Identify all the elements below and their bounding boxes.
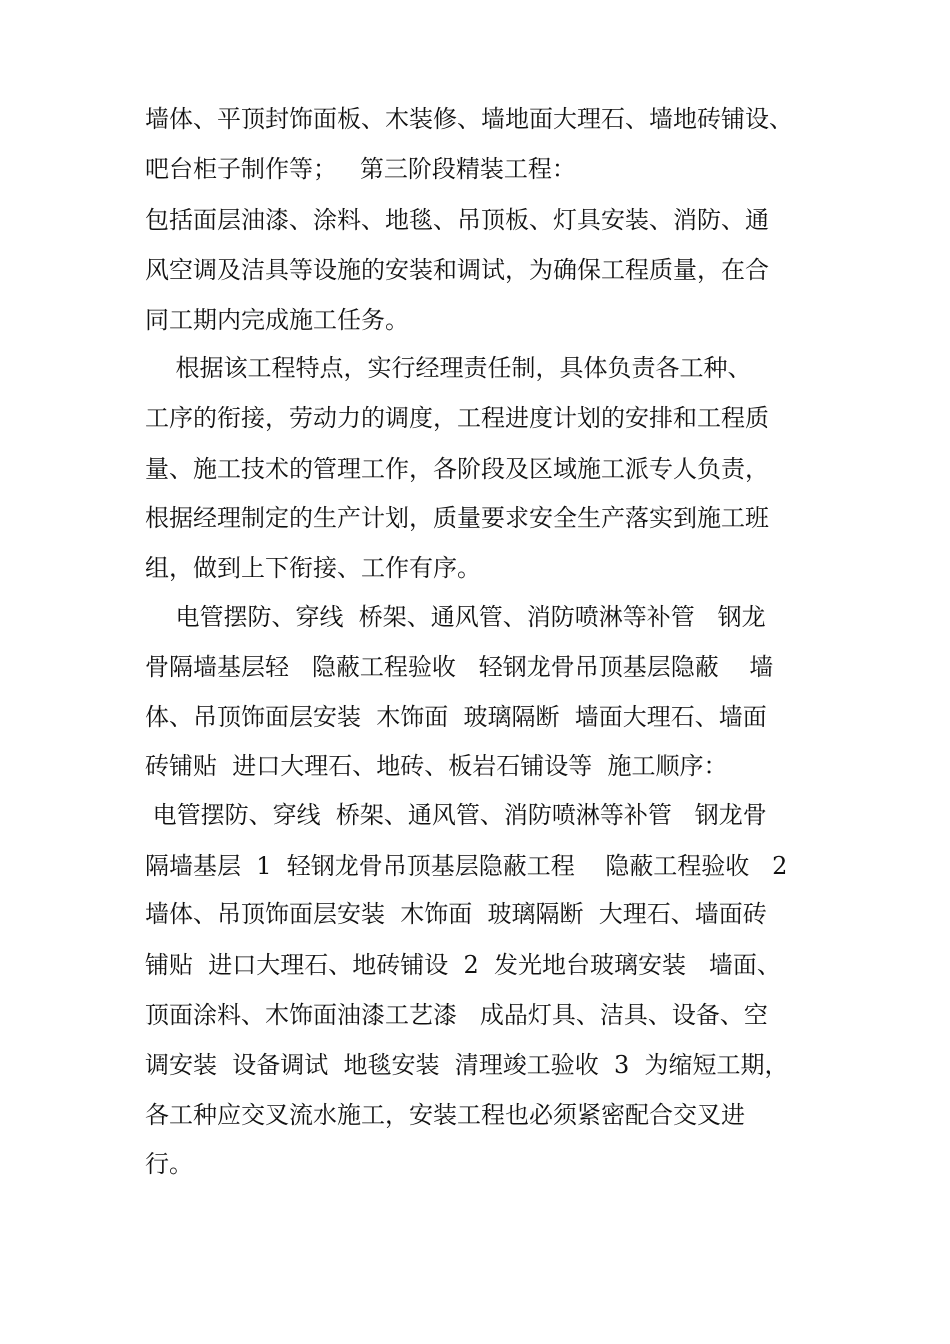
text-line: 包括面层油漆、涂料、地毯、吊顶板、灯具安装、消防、通 <box>145 206 769 234</box>
text-line: 量、施工技术的管理工作，各阶段及区域施工派专人负责， <box>145 455 769 483</box>
text-line: 调安装 设备调试 地毯安装 清理竣工验收 3 为缩短工期， <box>145 1051 789 1079</box>
text-line: 砖铺贴 进口大理石、地砖、板岩石铺设等 施工顺序： <box>145 752 728 780</box>
text-line: 电管摆防、穿线 桥架、通风管、消防喷淋等补管 钢龙骨 <box>145 801 767 829</box>
text-line: 行。 <box>145 1150 193 1178</box>
text-line: 吧台柜子制作等； 第三阶段精装工程： <box>145 155 576 183</box>
text-line: 各工种应交叉流水施工，安装工程也必须紧密配合交叉进 <box>145 1101 745 1129</box>
text-line: 风空调及洁具等设施的安装和调试，为确保工程质量，在合 <box>145 256 769 284</box>
text-line: 铺贴 进口大理石、地砖铺设 2 发光地台玻璃安装 墙面、 <box>145 951 781 979</box>
text-line: 体、吊顶饰面层安装 木饰面 玻璃隔断 墙面大理石、墙面 <box>145 703 767 731</box>
text-line: 骨隔墙基层轻 隐蔽工程验收 轻钢龙骨吊顶基层隐蔽 墙 <box>145 653 774 681</box>
text-line: 墙体、平顶封饰面板、木装修、墙地面大理石、墙地砖铺设、 <box>145 105 793 133</box>
text-line: 根据该工程特点，实行经理责任制，具体负责各工种、 <box>145 354 752 382</box>
text-line: 顶面涂料、木饰面油漆工艺漆 成品灯具、洁具、设备、空 <box>145 1001 768 1029</box>
text-line: 隔墙基层 1 轻钢龙骨吊顶基层隐蔽工程 隐蔽工程验收 2 <box>145 852 788 880</box>
text-line: 工序的衔接，劳动力的调度，工程进度计划的安排和工程质 <box>145 404 769 432</box>
text-line: 电管摆防、穿线 桥架、通风管、消防喷淋等补管 钢龙 <box>145 603 766 631</box>
text-line: 墙体、吊顶饰面层安装 木饰面 玻璃隔断 大理石、墙面砖 <box>145 900 767 928</box>
text-line: 组，做到上下衔接、工作有序。 <box>145 554 481 582</box>
text-line: 根据经理制定的生产计划，质量要求安全生产落实到施工班 <box>145 504 769 532</box>
text-line: 同工期内完成施工任务。 <box>145 306 409 334</box>
